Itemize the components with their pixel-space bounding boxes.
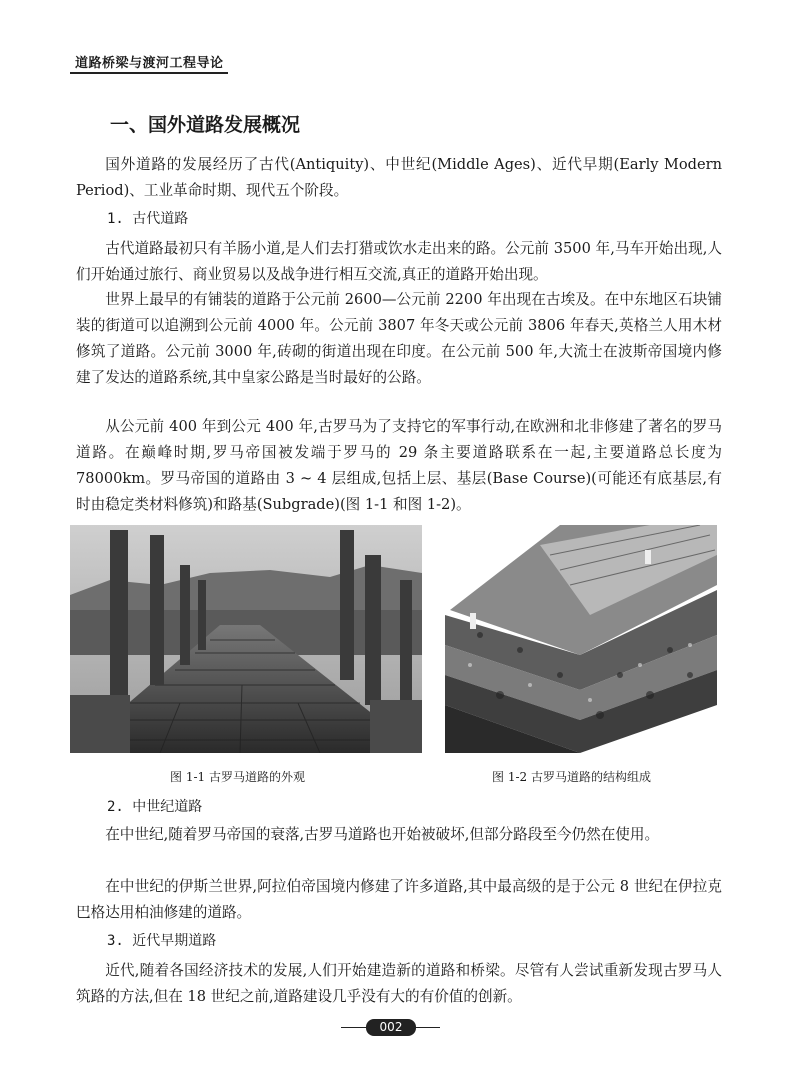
subheading-medieval: 2. 中世纪道路 <box>107 799 203 815</box>
paragraph-ancient-3: 从公元前 400 年到公元 400 年,古罗马为了支持它的军事行动,在欧洲和北非修建了著名的罗马道路。在巅峰时期,罗马帝国被发端于罗马的 29 条主要道路联系在一起,主要道路总长度为 78000km。罗马帝国的道路由 3 ~ 4 层组成,包括上层、基层(Base Course)(可能还有底基层,有时由稳定类材料修筑)和路基(Subgrade)(图 1-1 和图 1-2)。 <box>76 418 722 513</box>
running-title: 道路桥梁与渡河工程导论 <box>75 56 224 71</box>
paragraph-medieval-2: 在中世纪的伊斯兰世界,阿拉伯帝国境内修建了许多道路,其中最高级的是于公元 8 世纪在伊拉克巴格达用柏油修建的道路。 <box>76 878 722 921</box>
header-rule <box>70 72 228 74</box>
subheading-ancient: 1. 古代道路 <box>107 211 189 227</box>
footer-rule-left <box>341 1027 366 1028</box>
page-number: 002 <box>366 1019 416 1036</box>
section-title: 一、国外道路发展概况 <box>110 114 301 136</box>
figure-1-2-caption: 图 1-2 古罗马道路的结构组成 <box>492 770 651 784</box>
paragraph-ancient-2: 世界上最早的有铺装的道路于公元前 2600—公元前 2200 年出现在古埃及。在中东地区石块铺装的街道可以追溯到公元前 4000 年。公元前 3807 年冬天或公元前 3806 年春天,英格兰人用木材修筑了道路。公元前 3000 年,砖砌的街道出现在印度。在公元前 500 年,大流士在波斯帝国境内修建了发达的道路系统,其中皇家公路是当时最好的公路。 <box>76 291 722 386</box>
footer-rule-right <box>416 1027 440 1028</box>
paragraph-medieval-1: 在中世纪,随着罗马帝国的衰落,古罗马道路也开始被破坏,但部分路段至今仍然在使用。 <box>105 826 660 843</box>
figure-1-1-caption: 图 1-1 古罗马道路的外观 <box>170 770 305 784</box>
page-footer <box>0 1018 790 1038</box>
figure-1-2-photo <box>440 525 717 753</box>
paragraph-intro: 国外道路的发展经历了古代(Antiquity)、中世纪(Middle Ages)、近代早期(Early Modern Period)、工业革命时期、现代五个阶段。 <box>76 156 722 199</box>
subheading-early-modern: 3. 近代早期道路 <box>107 933 217 949</box>
paragraph-ancient-1: 古代道路最初只有羊肠小道,是人们去打猎或饮水走出来的路。公元前 3500 年,马车开始出现,人们开始通过旅行、商业贸易以及战争进行相互交流,真正的道路开始出现。 <box>76 240 722 283</box>
paragraph-early-modern-1: 近代,随着各国经济技术的发展,人们开始建造新的道路和桥梁。尽管有人尝试重新发现古罗马人筑路的方法,但在 18 世纪之前,道路建设几乎没有大的有价值的创新。 <box>76 962 722 1005</box>
figure-1-1-photo <box>70 525 422 753</box>
